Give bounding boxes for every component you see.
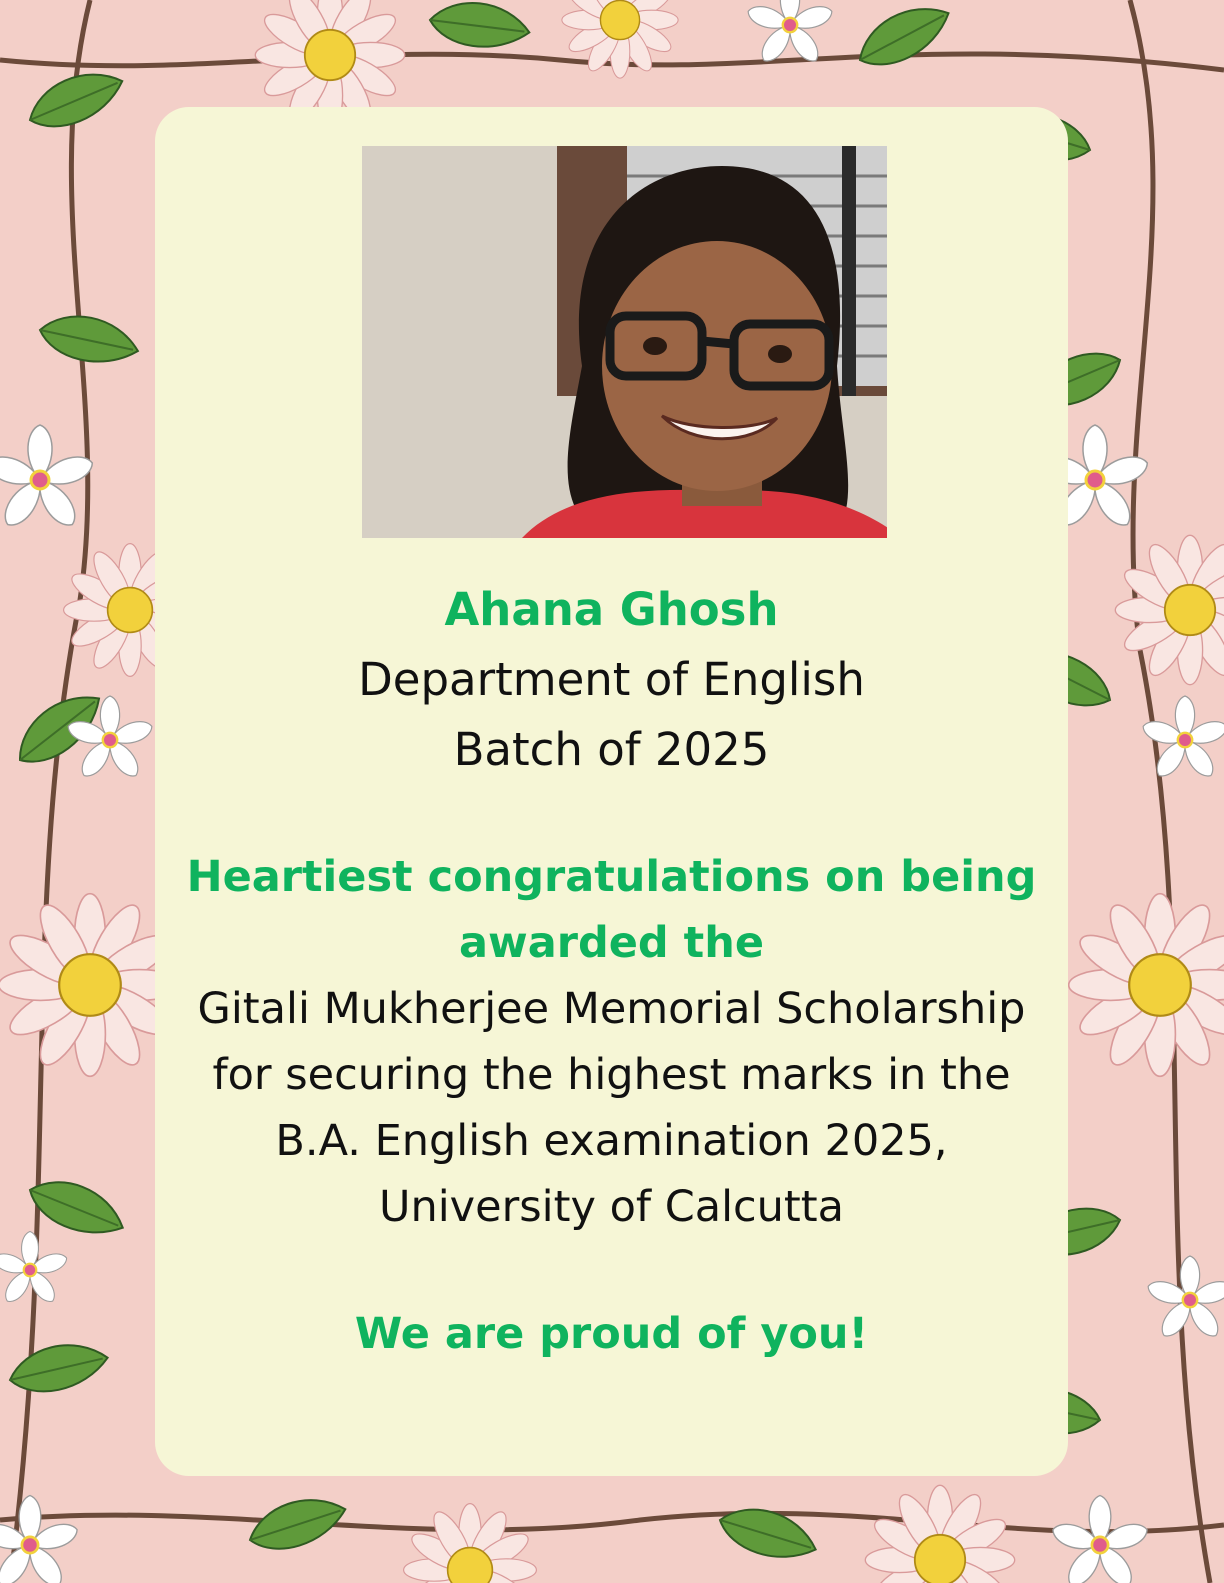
award-line: B.A. English examination 2025, (275, 1116, 948, 1166)
closing-message: We are proud of you! (354, 1309, 869, 1359)
award-line: University of Calcutta (379, 1182, 844, 1232)
congratulations-line: Heartiest congratulations on being (186, 852, 1037, 902)
award-line: for securing the highest marks in the (212, 1050, 1011, 1100)
congratulations-heading (155, 844, 1068, 976)
batch-label: Batch of 2025 (453, 723, 770, 776)
student-name: Ahana Ghosh (444, 583, 779, 636)
congratulations-line: awarded the (459, 918, 764, 968)
award-line: Gitali Mukherjee Memorial Scholarship (197, 984, 1026, 1034)
department-label: Department of English (358, 653, 865, 706)
student-photo (362, 146, 887, 538)
award-description (155, 976, 1068, 1240)
congratulations-card (155, 107, 1068, 1476)
